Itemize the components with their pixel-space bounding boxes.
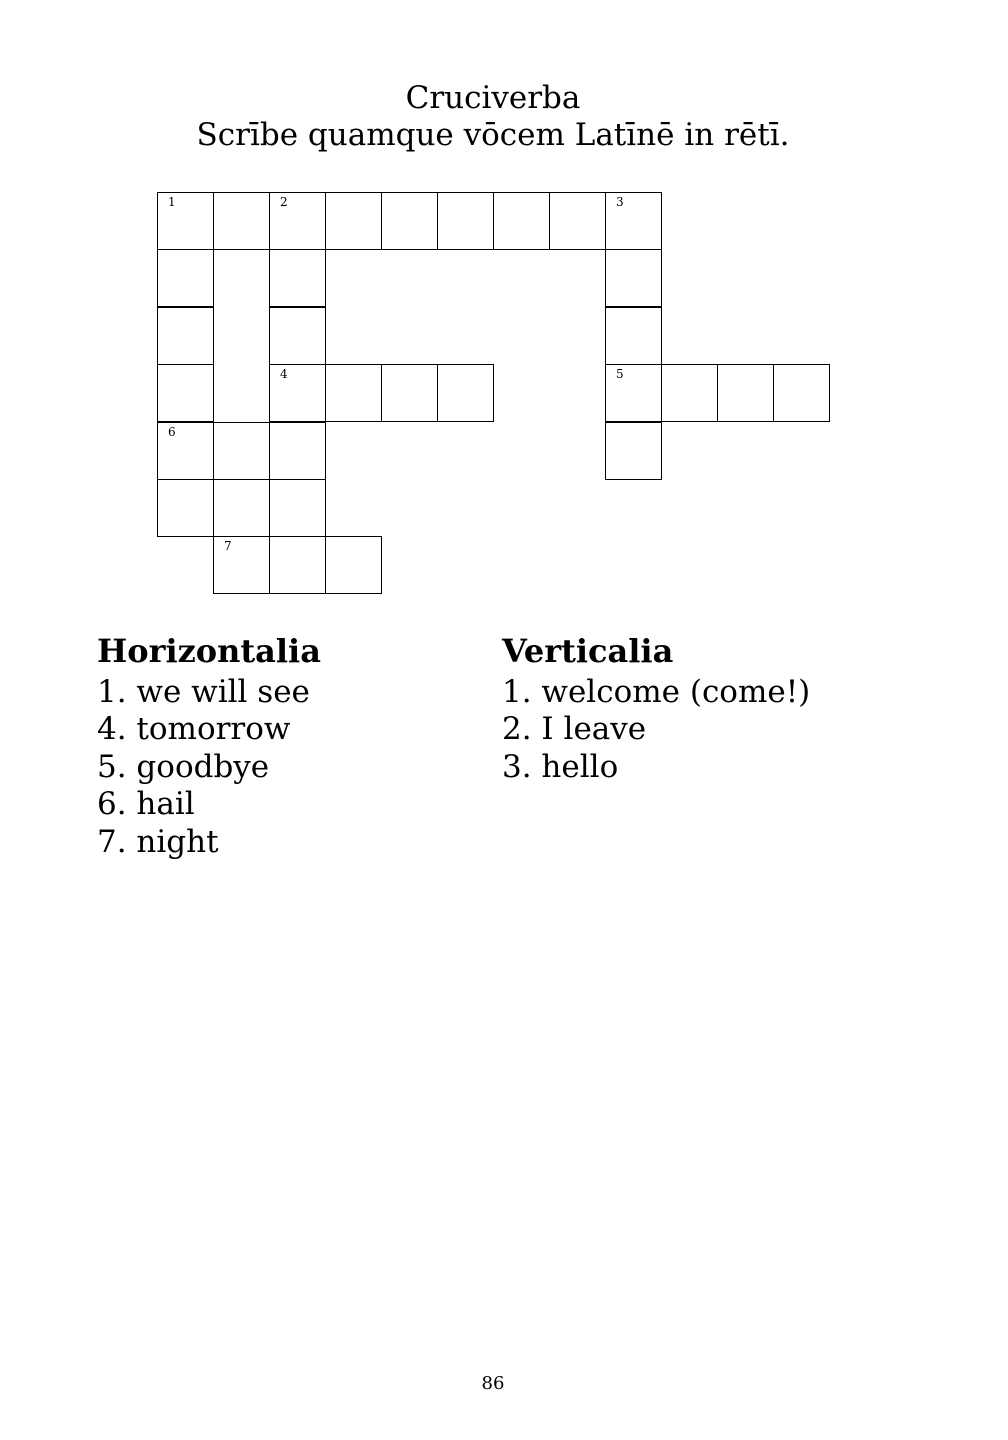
crossword-cell[interactable] [605, 307, 662, 365]
clue-number: 3 [616, 195, 624, 209]
crossword-cell[interactable] [213, 479, 270, 537]
crossword-cell[interactable] [717, 364, 774, 422]
crossword-cell[interactable] [325, 192, 382, 250]
across-clue: 6. hail [97, 786, 195, 823]
crossword-cell[interactable] [213, 422, 270, 480]
crossword-cell[interactable] [213, 192, 270, 250]
down-clue: 1. welcome (come!) [502, 674, 811, 710]
crossword-cell[interactable] [269, 479, 326, 537]
page-number: 86 [481, 1373, 505, 1394]
down-clue-list [502, 674, 810, 786]
puzzle-instructions: Scrībe quamque vōcem Latīnē in rētī. [196, 117, 790, 153]
crossword-cell[interactable] [269, 249, 326, 307]
down-heading: Verticalia [502, 632, 674, 670]
crossword-cell[interactable] [157, 307, 214, 365]
crossword-cell[interactable] [605, 422, 662, 480]
clue-number: 4 [280, 367, 288, 381]
across-clue: 5. goodbye [97, 748, 270, 785]
crossword-cell[interactable] [157, 422, 214, 480]
crossword-cell[interactable] [437, 364, 494, 422]
down-clues-section [502, 632, 810, 786]
crossword-cell[interactable] [213, 536, 270, 594]
clue-number: 5 [616, 367, 624, 381]
clue-number: 7 [224, 539, 232, 553]
crossword-cell[interactable] [269, 422, 326, 480]
crossword-cell[interactable] [381, 192, 438, 250]
crossword-cell[interactable] [325, 536, 382, 594]
across-clue: 4. tomorrow [97, 711, 291, 748]
crossword-cell[interactable] [493, 192, 550, 250]
crossword-cell[interactable] [605, 192, 662, 250]
across-heading: Horizontalia [97, 632, 321, 670]
puzzle-title: Cruciverba [405, 80, 581, 116]
across-clues-section [97, 632, 321, 861]
across-clue-list [97, 674, 321, 861]
crossword-cell[interactable] [269, 307, 326, 365]
clue-number: 1 [168, 195, 176, 209]
crossword-cell[interactable] [269, 192, 326, 250]
crossword-cell[interactable] [157, 479, 214, 537]
clue-number: 6 [168, 425, 176, 439]
crossword-cell[interactable] [269, 536, 326, 594]
crossword-cell[interactable] [325, 364, 382, 422]
crossword-cell[interactable] [661, 364, 718, 422]
clue-number: 2 [280, 195, 288, 209]
crossword-cell[interactable] [269, 364, 326, 422]
down-clue: 3. hello [502, 748, 619, 785]
crossword-cell[interactable] [549, 192, 606, 250]
crossword-cell[interactable] [773, 364, 830, 422]
crossword-cell[interactable] [605, 249, 662, 307]
crossword-cell[interactable] [605, 364, 662, 422]
crossword-cell[interactable] [381, 364, 438, 422]
crossword-cell[interactable] [437, 192, 494, 250]
crossword-cell[interactable] [157, 364, 214, 422]
crossword-cell[interactable] [157, 249, 214, 307]
down-clue: 2. I leave [502, 711, 647, 748]
across-clue: 1. we will see [97, 674, 310, 710]
crossword-grid [0, 0, 1008, 700]
crossword-cell[interactable] [157, 192, 214, 250]
across-clue: 7. night [97, 823, 219, 860]
